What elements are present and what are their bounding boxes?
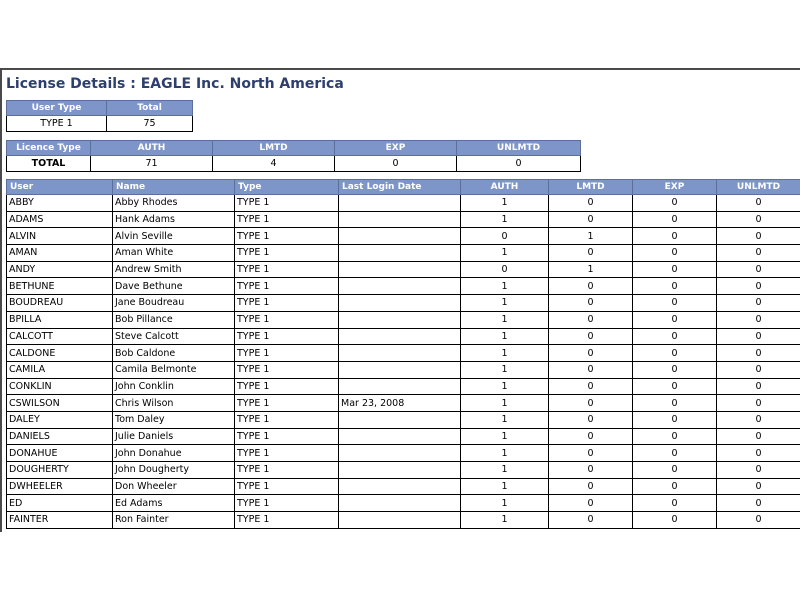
table-cell: 1 xyxy=(461,378,549,395)
table-cell: 0 xyxy=(717,395,800,412)
table-cell: 0 xyxy=(633,462,717,479)
table-cell: 0 xyxy=(549,478,633,495)
table-cell: 0 xyxy=(549,328,633,345)
table-row xyxy=(7,245,800,262)
column-header: Total xyxy=(107,101,193,116)
table-cell: 0 xyxy=(549,278,633,295)
table-row xyxy=(7,395,800,412)
table-cell: 0 xyxy=(717,245,800,262)
table-cell: 0 xyxy=(633,428,717,445)
page-title: License Details : EAGLE Inc. North America xyxy=(6,76,344,92)
table-cell: BETHUNE xyxy=(7,278,113,295)
table-row xyxy=(7,195,800,212)
table-cell: 0 xyxy=(717,428,800,445)
table-cell: 0 xyxy=(549,245,633,262)
table-cell: Alvin Seville xyxy=(113,228,235,245)
table-row xyxy=(7,345,800,362)
column-header: EXP xyxy=(335,141,457,156)
report-frame xyxy=(0,68,800,532)
table-cell xyxy=(339,278,461,295)
table-cell: 0 xyxy=(633,361,717,378)
table-cell: CAMILA xyxy=(7,361,113,378)
table-cell: 0 xyxy=(549,395,633,412)
table-cell xyxy=(339,311,461,328)
table-row xyxy=(7,328,800,345)
table-cell: Andrew Smith xyxy=(113,261,235,278)
table-cell: TYPE 1 xyxy=(7,116,107,132)
table-cell: 0 xyxy=(549,445,633,462)
table-cell: TYPE 1 xyxy=(235,378,339,395)
table-cell: 1 xyxy=(461,361,549,378)
table-cell: 0 xyxy=(633,411,717,428)
table-cell: TYPE 1 xyxy=(235,295,339,312)
license-totals-table xyxy=(6,140,581,172)
table-cell: 0 xyxy=(633,328,717,345)
table-row xyxy=(7,428,800,445)
table-cell: Bob Pillance xyxy=(113,311,235,328)
table-cell: TYPE 1 xyxy=(235,311,339,328)
table-cell: DANIELS xyxy=(7,428,113,445)
table-cell: Mar 23, 2008 xyxy=(339,395,461,412)
table-cell: 0 xyxy=(549,295,633,312)
table-cell: Jane Boudreau xyxy=(113,295,235,312)
table-row xyxy=(7,495,800,512)
column-header: LMTD xyxy=(213,141,335,156)
column-header: LMTD xyxy=(549,180,633,195)
table-cell: Abby Rhodes xyxy=(113,195,235,212)
table-cell: BOUDREAU xyxy=(7,295,113,312)
table-cell xyxy=(339,295,461,312)
user-type-summary-table xyxy=(6,100,193,132)
table-cell: TYPE 1 xyxy=(235,261,339,278)
table-cell: 1 xyxy=(461,428,549,445)
table-cell: 1 xyxy=(461,295,549,312)
table-cell: 0 xyxy=(549,378,633,395)
table-cell: Don Wheeler xyxy=(113,478,235,495)
table-cell: 0 xyxy=(461,261,549,278)
table-row xyxy=(7,261,800,278)
table-cell: ABBY xyxy=(7,195,113,212)
table-cell: 4 xyxy=(213,156,335,172)
table-cell: ADAMS xyxy=(7,211,113,228)
table-cell: 1 xyxy=(549,228,633,245)
table-cell: 0 xyxy=(549,345,633,362)
table-cell: 0 xyxy=(633,195,717,212)
table-row xyxy=(7,462,800,479)
table-cell xyxy=(339,261,461,278)
table-cell: TYPE 1 xyxy=(235,428,339,445)
table-row xyxy=(7,228,800,245)
table-cell: TYPE 1 xyxy=(235,211,339,228)
users-table xyxy=(6,179,800,529)
table-cell: CALCOTT xyxy=(7,328,113,345)
table-cell: 0 xyxy=(549,211,633,228)
table-cell: 0 xyxy=(717,378,800,395)
table-cell: 0 xyxy=(633,345,717,362)
table-row xyxy=(7,278,800,295)
table-cell xyxy=(339,495,461,512)
column-header: AUTH xyxy=(461,180,549,195)
table-cell xyxy=(339,478,461,495)
table-cell: 0 xyxy=(549,411,633,428)
table-cell xyxy=(339,195,461,212)
table-cell: DWHEELER xyxy=(7,478,113,495)
table-cell: 1 xyxy=(461,395,549,412)
table-cell: 0 xyxy=(633,395,717,412)
table-cell: 0 xyxy=(633,278,717,295)
table-row xyxy=(7,361,800,378)
table-cell: DALEY xyxy=(7,411,113,428)
table-cell: 75 xyxy=(107,116,193,132)
table-cell: 0 xyxy=(633,378,717,395)
table-cell: 1 xyxy=(461,328,549,345)
table-cell: TYPE 1 xyxy=(235,512,339,529)
table-cell: 1 xyxy=(461,411,549,428)
column-header: UNLMTD xyxy=(457,141,581,156)
table-cell: 0 xyxy=(717,345,800,362)
table-cell: 0 xyxy=(549,512,633,529)
table-cell: BPILLA xyxy=(7,311,113,328)
column-header: UNLMTD xyxy=(717,180,800,195)
table-cell: 0 xyxy=(633,228,717,245)
table-cell: TYPE 1 xyxy=(235,228,339,245)
table-cell: 0 xyxy=(457,156,581,172)
table-cell: 0 xyxy=(633,211,717,228)
table-cell: 0 xyxy=(549,361,633,378)
table-cell xyxy=(339,211,461,228)
table-cell xyxy=(339,428,461,445)
table-cell: CSWILSON xyxy=(7,395,113,412)
table-cell: 0 xyxy=(633,495,717,512)
table-row xyxy=(7,156,581,172)
table-cell: 0 xyxy=(717,211,800,228)
table-cell: 0 xyxy=(335,156,457,172)
table-cell: 0 xyxy=(633,245,717,262)
table-row xyxy=(7,311,800,328)
table-row xyxy=(7,211,800,228)
table-cell xyxy=(339,512,461,529)
table-cell: 1 xyxy=(461,195,549,212)
column-header: AUTH xyxy=(91,141,213,156)
table-row xyxy=(7,378,800,395)
table-cell: TYPE 1 xyxy=(235,411,339,428)
table-cell: Ron Fainter xyxy=(113,512,235,529)
table-cell: Julie Daniels xyxy=(113,428,235,445)
table-cell: TYPE 1 xyxy=(235,478,339,495)
table-cell: 0 xyxy=(633,478,717,495)
table-cell: TYPE 1 xyxy=(235,328,339,345)
table-cell: 0 xyxy=(717,278,800,295)
table-cell: DOUGHERTY xyxy=(7,462,113,479)
table-cell: Steve Calcott xyxy=(113,328,235,345)
table-cell: TYPE 1 xyxy=(235,195,339,212)
table-cell: 0 xyxy=(717,495,800,512)
table-row xyxy=(7,411,800,428)
table-cell: 0 xyxy=(717,512,800,529)
table-cell: TYPE 1 xyxy=(235,445,339,462)
table-row xyxy=(7,478,800,495)
table-cell: 1 xyxy=(461,245,549,262)
table-cell xyxy=(339,411,461,428)
table-cell: 0 xyxy=(633,295,717,312)
table-cell: CONKLIN xyxy=(7,378,113,395)
table-cell: 0 xyxy=(717,228,800,245)
table-cell: 0 xyxy=(633,261,717,278)
table-cell: TYPE 1 xyxy=(235,361,339,378)
table-cell: Hank Adams xyxy=(113,211,235,228)
table-cell: TYPE 1 xyxy=(235,345,339,362)
table-cell: Camila Belmonte xyxy=(113,361,235,378)
table-cell: 1 xyxy=(461,311,549,328)
table-cell: Aman White xyxy=(113,245,235,262)
table-cell: 0 xyxy=(633,311,717,328)
table-cell: 0 xyxy=(549,195,633,212)
table-cell: 71 xyxy=(91,156,213,172)
table-cell xyxy=(339,361,461,378)
table-cell: TYPE 1 xyxy=(235,495,339,512)
table-cell: John Donahue xyxy=(113,445,235,462)
column-header: EXP xyxy=(633,180,717,195)
table-cell: TYPE 1 xyxy=(235,245,339,262)
table-row xyxy=(7,116,193,132)
table-cell: 1 xyxy=(461,211,549,228)
table-cell: 0 xyxy=(717,361,800,378)
table-row xyxy=(7,295,800,312)
table-cell: 0 xyxy=(717,295,800,312)
table-cell: Ed Adams xyxy=(113,495,235,512)
table-cell: John Dougherty xyxy=(113,462,235,479)
table-cell: 1 xyxy=(461,495,549,512)
table-cell: 0 xyxy=(549,428,633,445)
table-cell: 1 xyxy=(461,462,549,479)
table-cell: DONAHUE xyxy=(7,445,113,462)
table-cell: AMAN xyxy=(7,245,113,262)
table-cell xyxy=(339,245,461,262)
table-cell: TYPE 1 xyxy=(235,395,339,412)
table-cell: Bob Caldone xyxy=(113,345,235,362)
table-cell: 1 xyxy=(461,512,549,529)
table-cell: John Conklin xyxy=(113,378,235,395)
table-cell: 1 xyxy=(461,445,549,462)
table-cell: 0 xyxy=(549,311,633,328)
table-cell: 0 xyxy=(549,495,633,512)
table-row xyxy=(7,512,800,529)
table-cell: 1 xyxy=(461,478,549,495)
column-header: Last Login Date xyxy=(339,180,461,195)
table-cell: 0 xyxy=(633,512,717,529)
table-cell: 0 xyxy=(717,311,800,328)
column-header: Type xyxy=(235,180,339,195)
table-cell: 1 xyxy=(461,345,549,362)
table-cell xyxy=(339,345,461,362)
column-header: User Type xyxy=(7,101,107,116)
table-cell: 0 xyxy=(717,261,800,278)
column-header: Name xyxy=(113,180,235,195)
table-cell: Tom Daley xyxy=(113,411,235,428)
table-cell: FAINTER xyxy=(7,512,113,529)
table-cell: 0 xyxy=(461,228,549,245)
table-cell: Chris Wilson xyxy=(113,395,235,412)
table-cell xyxy=(339,328,461,345)
table-cell: 0 xyxy=(717,462,800,479)
table-cell: 0 xyxy=(717,411,800,428)
table-cell: 0 xyxy=(717,445,800,462)
table-row xyxy=(7,445,800,462)
table-cell: TYPE 1 xyxy=(235,462,339,479)
table-cell: 1 xyxy=(549,261,633,278)
table-cell: 0 xyxy=(717,328,800,345)
table-cell: TYPE 1 xyxy=(235,278,339,295)
table-cell: ED xyxy=(7,495,113,512)
table-cell: ALVIN xyxy=(7,228,113,245)
column-header: User xyxy=(7,180,113,195)
table-cell xyxy=(339,462,461,479)
table-cell: TOTAL xyxy=(7,156,91,172)
table-cell: Dave Bethune xyxy=(113,278,235,295)
column-header: Licence Type xyxy=(7,141,91,156)
table-cell: 1 xyxy=(461,278,549,295)
table-cell: ANDY xyxy=(7,261,113,278)
table-cell xyxy=(339,228,461,245)
table-cell: CALDONE xyxy=(7,345,113,362)
table-cell: 0 xyxy=(717,478,800,495)
table-cell xyxy=(339,445,461,462)
table-cell xyxy=(339,378,461,395)
table-cell: 0 xyxy=(717,195,800,212)
table-cell: 0 xyxy=(633,445,717,462)
table-cell: 0 xyxy=(549,462,633,479)
